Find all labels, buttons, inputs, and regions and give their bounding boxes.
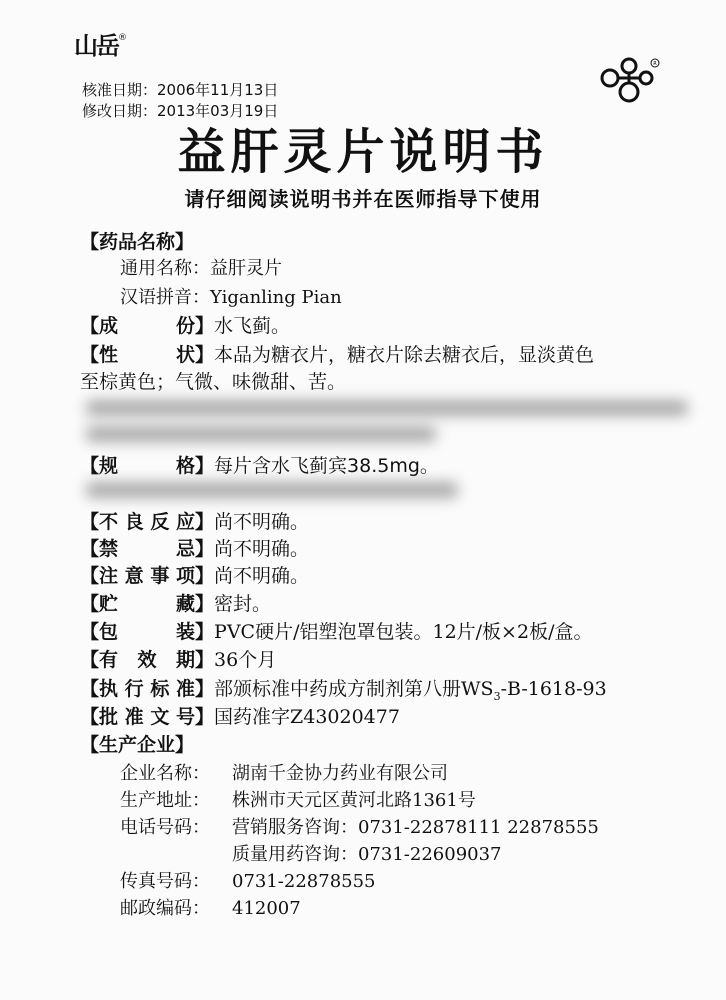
company-name-row: [120, 760, 448, 787]
standard-label: 【执行标准】: [80, 678, 215, 700]
composition-label: 【成份】: [80, 315, 215, 337]
brand-symbol-icon: [598, 56, 662, 106]
description-line-1: 本品为糖衣片，糖衣片除去糖衣后，显淡黄色: [214, 344, 595, 366]
phone-row: [120, 814, 599, 841]
approval-number-label: 【批准文号】: [80, 706, 215, 728]
approval-number-section: [80, 703, 690, 731]
package-label: 【包装】: [80, 621, 215, 643]
precautions-value: 尚不明确。: [214, 565, 310, 587]
phone-sales-value: 营销服务咨询：0731-22878111 22878555: [232, 817, 599, 838]
company-name-key: 企业名称：: [120, 763, 210, 784]
validity-value: 36个月: [214, 649, 277, 671]
brand-logo-text: 山岳: [74, 32, 118, 60]
generic-name-row: [120, 256, 282, 282]
validity-section: [80, 646, 690, 674]
redacted-text-block: [86, 482, 458, 498]
generic-name-value: 益肝灵片: [210, 258, 282, 279]
document-title: 益肝灵片说明书: [177, 124, 549, 180]
storage-value: 密封。: [214, 593, 272, 615]
pinyin-row: [120, 285, 342, 311]
drug-name-label: 【药品名称】: [80, 231, 195, 253]
fax-row: [120, 868, 376, 895]
specification-value: 每片含水飞蓟宾38.5mg。: [214, 455, 439, 477]
svg-text:R: R: [653, 61, 657, 67]
description-line-2: 至棕黄色；气微、味微甜、苦。: [80, 371, 347, 393]
fax-value: 0731-22878555: [232, 871, 376, 892]
revision-date: 修改日期：2013年03月19日: [82, 102, 279, 120]
document-subtitle: 请仔细阅读说明书并在医师指导下使用: [184, 187, 542, 211]
approval-date: 核准日期：2006年11月13日: [82, 81, 279, 99]
phone-quality-value: 质量用药咨询：0731-22609037: [232, 844, 502, 865]
redacted-text-block: [86, 426, 436, 442]
standard-subscript: 3: [493, 689, 501, 703]
adverse-reactions-section: [80, 508, 690, 536]
storage-section: [80, 590, 690, 618]
registered-mark: ®: [118, 33, 127, 43]
description-continuation: [80, 368, 690, 396]
fax-key: 传真号码：: [120, 871, 210, 892]
contraindications-label: 【禁忌】: [80, 538, 215, 560]
adverse-reactions-value: 尚不明确。: [214, 511, 310, 533]
contraindications-value: 尚不明确。: [214, 538, 310, 560]
redacted-text-block: [86, 400, 688, 416]
composition-value: 水飞蓟。: [214, 315, 291, 337]
description-label: 【性状】: [80, 344, 215, 366]
phone-key: 电话号码：: [120, 817, 210, 838]
brand-logo: [74, 34, 127, 58]
storage-label: 【贮藏】: [80, 593, 215, 615]
composition-section: [80, 312, 690, 340]
validity-label: 【有效期】: [80, 649, 215, 671]
address-key: 生产地址：: [120, 790, 210, 811]
standard-value: 部颁标准中药成方制剂第八册WS: [214, 678, 494, 700]
postal-key: 邮政编码：: [120, 898, 210, 919]
pinyin-key: 汉语拼音：: [120, 287, 210, 308]
postal-value: 412007: [232, 898, 301, 919]
contraindications-section: [80, 535, 690, 563]
pinyin-value: Yiganling Pian: [210, 287, 342, 308]
manufacturer-section: [80, 731, 690, 759]
phone-quality-row: [120, 841, 502, 868]
date-block: [82, 80, 278, 122]
generic-name-key: 通用名称：: [120, 258, 210, 279]
specification-section: [80, 452, 690, 480]
package-section: [80, 618, 690, 646]
postal-row: [120, 895, 301, 922]
drug-name-section: [80, 228, 690, 256]
approval-number-value: 国药准字Z43020477: [214, 706, 400, 728]
specification-label: 【规格】: [80, 455, 215, 477]
standard-value-tail: -B-1618-93: [500, 678, 607, 700]
company-name-value: 湖南千金协力药业有限公司: [232, 763, 448, 784]
package-value: PVC硬片/铝塑泡罩包装。12片/板×2板/盒。: [214, 621, 593, 643]
description-section: [80, 341, 690, 369]
address-row: [120, 787, 476, 814]
manufacturer-label: 【生产企业】: [80, 734, 195, 756]
precautions-section: [80, 562, 690, 590]
address-value: 株洲市天元区黄河北路1361号: [232, 790, 476, 811]
adverse-reactions-label: 【不良反应】: [80, 511, 215, 533]
precautions-label: 【注意事项】: [80, 565, 215, 587]
